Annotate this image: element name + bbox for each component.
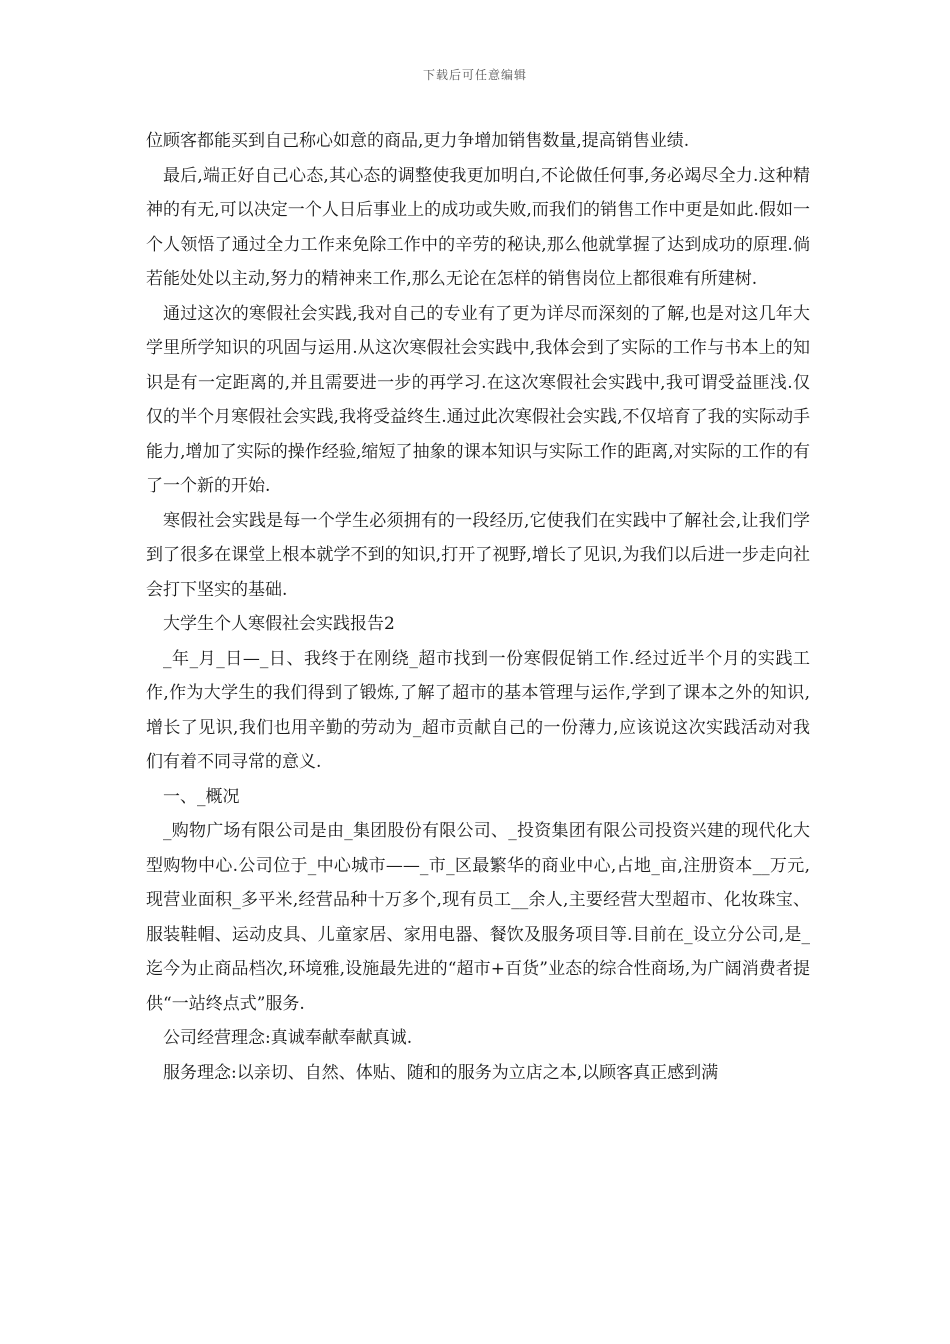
paragraph-4: 寒假社会实践是每一个学生必须拥有的一段经历,它使我们在实践中了解社会,让我们学到了很多在课堂上根本就学不到的知识,打开了视野,增长了见识,为我们以后进一步走向社会打下坚实的基础. — [146, 510, 810, 600]
section-title: 大学生个人寒假社会实践报告2 — [163, 614, 395, 634]
document-body — [146, 124, 810, 1090]
subsection-heading: 一、_概况 — [163, 786, 240, 807]
paragraph-2: 最后,端正好自己心态,其心态的调整使我更加明白,不论做任何事,务必竭尽全力.这种精神的有无,可以决定一个人日后事业上的成功或失败,而我们的销售工作中更是如此.假如一个人领悟了通过全力工作来免除工作中的辛劳的秘诀,那么他就掌握了达到成功的原理.倘若能处处以主动,努力的精神来工作,那么无论在怎样的销售岗位上都很难有所建树. — [146, 165, 810, 289]
paragraph-8: 服务理念:以亲切、自然、体贴、随和的服务为立店之本,以顾客真正感到满 — [163, 1062, 719, 1083]
header-note: 下载后可任意编辑 — [422, 68, 527, 82]
paragraph-7: 公司经营理念:真诚奉献奉献真诚. — [163, 1028, 413, 1048]
paragraph-6: _购物广场有限公司是由_集团股份有限公司、_投资集团有限公司投资兴建的现代化大型购物中心.公司位于_中心城市——_市_区最繁华的商业中心,占地_亩,注册资本__万元,现营业面积_多平米,经营品种十万多个,现有员工__余人,主要经营大型超市、化妆珠宝、服装鞋帽、运动皮具、儿童家居、家用电器、餐饮及服务项目等.目前在_设立分公司,是_迄今为止商品档次,环境雅,设施最先进的“超市+百货”业态的综合性商场,为广阔消费者提供“一站终点式”服务. — [146, 821, 810, 1014]
paragraph-5: _年_月_日—_日、我终于在刚绕_超市找到一份寒假促销工作.经过近半个月的实践工作,作为大学生的我们得到了锻炼,了解了超市的基本管理与运作,学到了课本之外的知识,增长了见识,我们也用辛勤的劳动为_超市贡献自己的一份薄力,应该说这次实践活动对我们有着不同寻常的意义. — [146, 648, 810, 772]
paragraph-3: 通过这次的寒假社会实践,我对自己的专业有了更为详尽而深刻的了解,也是对这几年大学里所学知识的巩固与运用.从这次寒假社会实践中,我体会到了实际的工作与书本上的知识是有一定距离的,并且需要进一步的再学习.在这次寒假社会实践中,我可谓受益匪浅.仅仅的半个月寒假社会实践,我将受益终生.通过此次寒假社会实践,不仅培育了我的实际动手能力,增加了实际的操作经验,缩短了抽象的课本知识与实际工作的距离,对实际的工作的有了一个新的开始. — [146, 303, 810, 496]
paragraph-1: 位顾客都能买到自己称心如意的商品,更力争增加销售数量,提高销售业绩. — [146, 131, 690, 151]
